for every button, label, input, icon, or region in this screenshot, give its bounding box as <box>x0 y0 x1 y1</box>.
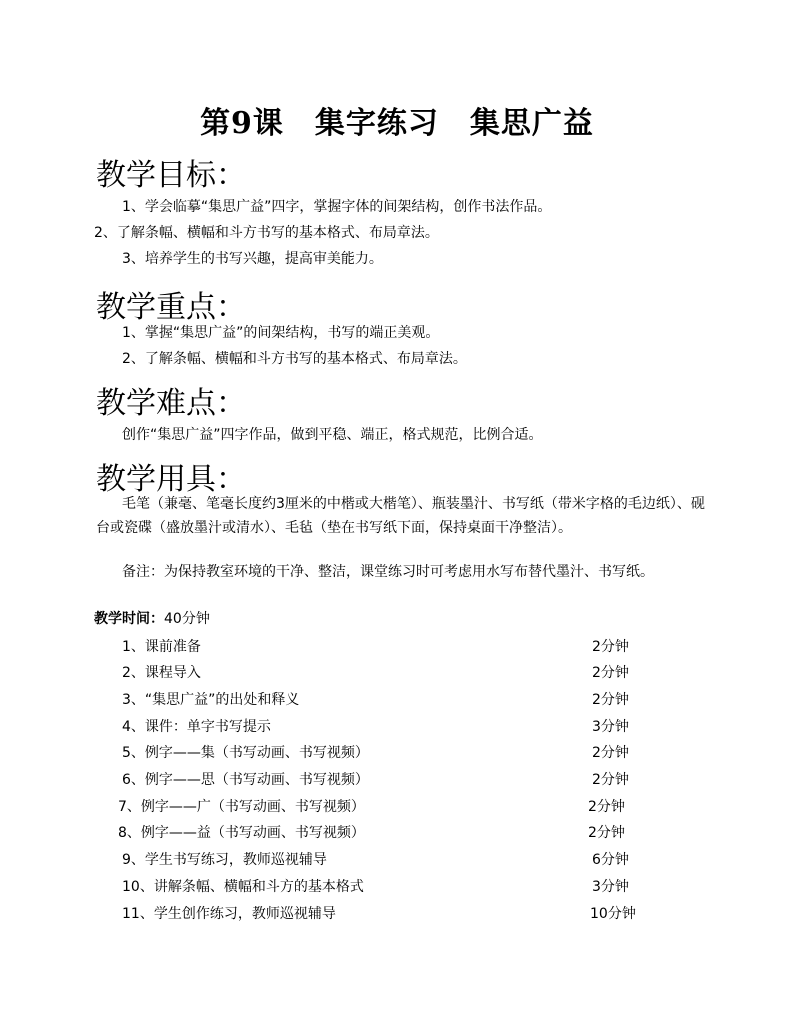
key-point-item: 2、了解条幅、横幅和斗方书写的基本格式、布局章法。 <box>122 351 467 367</box>
schedule-duration: 2分钟 <box>592 692 629 708</box>
schedule-item: 6、例字——思（书写动画、书写视频） <box>122 772 369 788</box>
schedule-duration: 2分钟 <box>592 639 629 655</box>
schedule-item: 10、讲解条幅、横幅和斗方的基本格式 <box>122 879 364 895</box>
schedule-duration: 3分钟 <box>592 879 629 895</box>
teaching-time <box>94 608 210 628</box>
schedule-item: 9、学生书写练习，教师巡视辅导 <box>122 852 327 868</box>
objective-item: 1、学会临摹“集思广益”四字，掌握字体的间架结构，创作书法作品。 <box>122 199 552 215</box>
schedule-duration: 6分钟 <box>592 852 629 868</box>
tools-text: 毛笔（兼毫、笔毫长度约3厘米的中楷或大楷笔）、瓶装墨汁、书写纸（带米字格的毛边纸）、砚台或瓷碟（盛放墨汁或清水）、毛毡（垫在书写纸下面，保持桌面干净整洁）。 <box>96 496 705 536</box>
schedule-duration: 2分钟 <box>588 825 625 841</box>
schedule-duration: 2分钟 <box>592 665 629 681</box>
objective-item: 2、了解条幅、横幅和斗方书写的基本格式、布局章法。 <box>94 225 439 241</box>
schedule-duration: 10分钟 <box>590 906 636 922</box>
teaching-time-value: 40分钟 <box>164 611 210 627</box>
schedule-duration: 3分钟 <box>592 719 629 735</box>
lesson-title: 第9课 集字练习 集思广益 <box>200 106 594 141</box>
schedule-item: 3、“集思广益”的出处和释义 <box>122 692 300 708</box>
teaching-time-label: 教学时间： <box>94 611 164 627</box>
difficulties-text: 创作“集思广益”四字作品，做到平稳、端正，格式规范，比例合适。 <box>122 427 543 443</box>
schedule-item: 8、例字——益（书写动画、书写视频） <box>118 825 365 841</box>
schedule-item: 4、课件：单字书写提示 <box>122 719 271 735</box>
objectives-heading: 教学目标： <box>96 158 246 193</box>
schedule-item: 5、例字——集（书写动画、书写视频） <box>122 745 369 761</box>
schedule-item: 11、学生创作练习，教师巡视辅导 <box>122 906 336 922</box>
tools-note: 备注：为保持教室环境的干净、整洁，课堂练习时可考虑用水写布替代墨汁、书写纸。 <box>122 564 654 580</box>
difficulties-heading: 教学难点： <box>96 386 246 421</box>
schedule-item: 7、例字——广（书写动画、书写视频） <box>118 799 365 815</box>
schedule-duration: 2分钟 <box>592 745 629 761</box>
objective-item: 3、培养学生的书写兴趣，提高审美能力。 <box>122 251 383 267</box>
tools-heading: 教学用具： <box>96 462 246 497</box>
schedule-item: 1、课前准备 <box>122 639 201 655</box>
schedule-item: 2、课程导入 <box>122 665 201 681</box>
schedule-duration: 2分钟 <box>592 772 629 788</box>
key-points-heading: 教学重点： <box>96 290 246 325</box>
schedule-duration: 2分钟 <box>588 799 625 815</box>
key-point-item: 1、掌握“集思广益”的间架结构，书写的端正美观。 <box>122 325 440 341</box>
